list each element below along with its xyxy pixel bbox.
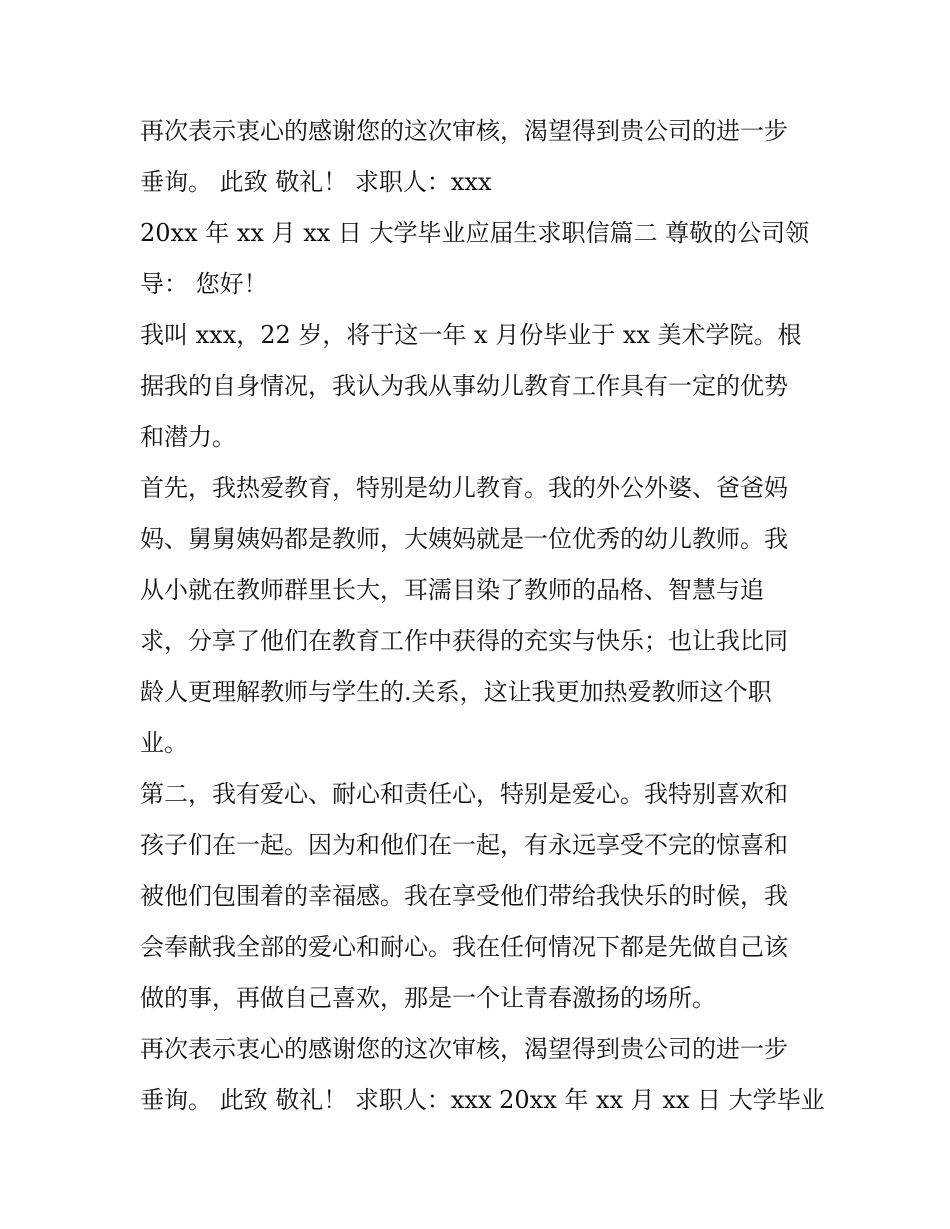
text-line: 被他们包围着的幸福感。我在享受他们带给我快乐的时候，我	[140, 882, 788, 910]
text-line: 据我的自身情况，我认为我从事幼儿教育工作具有一定的优势	[140, 372, 788, 400]
text-line: 再次表示衷心的感谢您的这次审核，渴望得到贵公司的进一步	[140, 1035, 788, 1063]
text-line: 垂询。 此致 敬礼！ 求职人：xxx 20xx 年 xx 月 xx 日 大学毕业	[140, 1086, 825, 1114]
text-line: 垂询。 此致 敬礼！ 求职人：xxx	[140, 168, 492, 196]
text-line: 和潜力。	[140, 423, 236, 451]
text-line: 我叫 xxx，22 岁，将于这一年 x 月份毕业于 xx 美术学院。根	[140, 321, 802, 349]
text-line: 20xx 年 xx 月 xx 日 大学毕业应届生求职信篇二 尊敬的公司领	[140, 219, 810, 247]
text-line: 业。	[140, 729, 188, 757]
text-line: 做的事，再做自己喜欢，那是一个让青春激扬的场所。	[140, 984, 716, 1012]
text-line: 第二，我有爱心、耐心和责任心，特别是爱心。我特别喜欢和	[140, 780, 788, 808]
text-line: 妈、舅舅姨妈都是教师，大姨妈就是一位优秀的幼儿教师。我	[140, 525, 788, 553]
text-line: 首先，我热爱教育，特别是幼儿教育。我的外公外婆、爸爸妈	[140, 474, 788, 502]
text-line: 再次表示衷心的感谢您的这次审核，渴望得到贵公司的进一步	[140, 117, 788, 145]
text-line: 从小就在教师群里长大，耳濡目染了教师的品格、智慧与追	[140, 576, 764, 604]
document-body	[140, 106, 825, 1126]
text-line: 龄人更理解教师与学生的.关系，这让我更加热爱教师这个职	[140, 678, 772, 706]
text-line: 孩子们在一起。因为和他们在一起，有永远享受不完的惊喜和	[140, 831, 788, 859]
text-line: 会奉献我全部的爱心和耐心。我在任何情况下都是先做自己该	[140, 933, 788, 961]
text-line: 求，分享了他们在教育工作中获得的充实与快乐；也让我比同	[140, 627, 788, 655]
text-line: 导： 您好！	[140, 270, 268, 298]
